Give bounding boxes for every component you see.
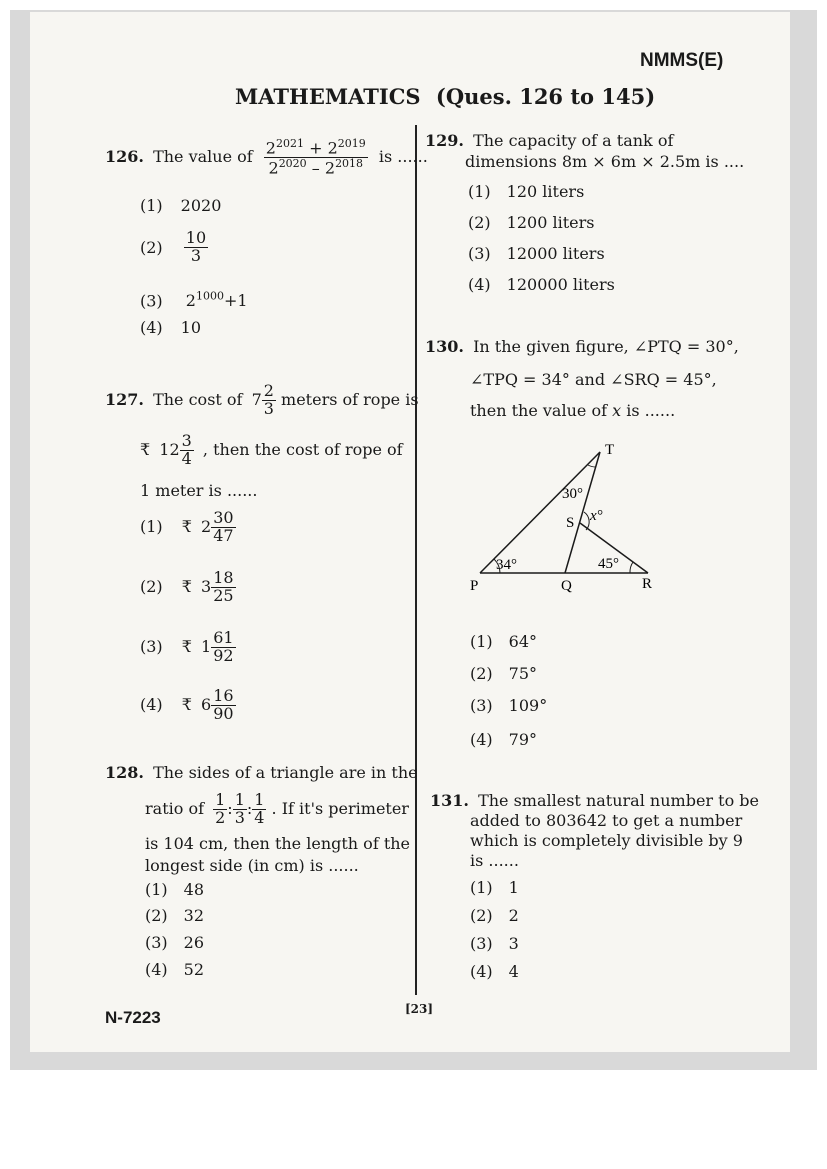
q128-option-2[interactable]: (2) 32: [145, 906, 205, 925]
q128-option-3[interactable]: (3) 26: [145, 933, 205, 952]
page-number: [23]: [405, 1002, 434, 1016]
q128-option-4[interactable]: (4) 52: [145, 960, 205, 979]
q126-option-3[interactable]: (3) $2^{1000}+1$: [140, 290, 248, 311]
expression-fraction: [264, 138, 368, 177]
question-number: 126.: [105, 147, 144, 167]
q127-option-4[interactable]: (4) ₹ 6 $\frac{16}{90}$: [140, 686, 234, 723]
question-126: [105, 138, 428, 177]
question-130-line2: ∠TPQ = 34° and ∠SRQ = 45°,: [470, 370, 717, 389]
q131-option-4[interactable]: (4) 4: [470, 962, 519, 981]
label-S: S: [566, 515, 575, 531]
q129-option-1[interactable]: (1) 120 liters: [468, 182, 585, 201]
q131-option-3[interactable]: (3) 3: [470, 934, 519, 953]
question-text: The value of: [153, 147, 253, 167]
q126-option-4[interactable]: (4) 10: [140, 318, 202, 337]
question-130-line3: then the value of x is ......: [470, 401, 676, 420]
question-131-line4: is ......: [470, 851, 519, 870]
section-title: [235, 84, 655, 109]
label-R: R: [642, 576, 653, 592]
triangle-figure: [460, 440, 660, 595]
angle-R-arc: [630, 562, 633, 573]
q130-option-4[interactable]: (4) 79°: [470, 730, 538, 749]
q128-option-1[interactable]: (1) 48: [145, 880, 205, 899]
angle-P-label: 34°: [496, 557, 517, 573]
q126-option-2[interactable]: (2) $\frac{10}{3}$: [140, 228, 207, 265]
question-129: 129. The capacity of a tank of: [425, 131, 674, 150]
question-130: 130. In the given figure, ∠PTQ = 30°,: [425, 337, 739, 356]
expression-denominator: $2^{2020} - 2^{2018}$: [268, 157, 364, 178]
question-128: 128. The sides of a triangle are in the: [105, 763, 418, 782]
q127-option-2[interactable]: (2) ₹ 3 $\frac{18}{25}$: [140, 568, 234, 605]
angle-T-label: 30°: [562, 486, 583, 502]
question-127: 127. The cost of 7 $\frac{2}{3}$ meters of rope is: [105, 381, 419, 418]
q130-option-3[interactable]: (3) 109°: [470, 696, 548, 715]
q127-option-3[interactable]: (3) ₹ 1 $\frac{61}{92}$: [140, 628, 234, 665]
label-Q: Q: [561, 578, 572, 594]
q126-option-1[interactable]: (1) 2020: [140, 196, 222, 215]
question-129-line2: dimensions 8m × 6m × 2.5m is ....: [465, 152, 745, 171]
question-128-line2: ratio of $\frac{1}{2}$ : $\frac{1}{3}$ : $\frac{1}{4}$ . If it's perimeter: [145, 790, 409, 827]
q131-option-1[interactable]: (1) 1: [470, 878, 519, 897]
angle-S-label: x°: [590, 508, 603, 524]
question-127-line3: 1 meter is ......: [140, 481, 258, 500]
label-T: T: [605, 442, 615, 458]
question-128-line3: is 104 cm, then the length of the: [145, 834, 411, 853]
question-suffix: is ......: [378, 147, 428, 167]
q129-option-3[interactable]: (3) 12000 liters: [468, 244, 605, 263]
angle-T-arc: [588, 465, 596, 467]
q130-option-2[interactable]: (2) 75°: [470, 664, 538, 683]
question-127-line2: ₹ 12 $\frac{3}{4}$ , then the cost of rope of: [140, 431, 403, 468]
angle-R-label: 45°: [598, 556, 619, 572]
expression-numerator: $2^{2021} + 2^{2019}$: [265, 137, 366, 158]
q127-option-1[interactable]: (1) ₹ 2 $\frac{30}{47}$: [140, 508, 234, 545]
paper-code: N-7223: [105, 1008, 161, 1027]
label-P: P: [470, 578, 479, 594]
subject-name: MATHEMATICS: [235, 84, 421, 109]
question-131: 131. The smallest natural number to be: [430, 791, 759, 810]
q131-option-2[interactable]: (2) 2: [470, 906, 519, 925]
question-131-line3: which is completely divisible by 9: [470, 831, 743, 850]
question-range: (Ques. 126 to 145): [435, 84, 656, 109]
q129-option-4[interactable]: (4) 120000 liters: [468, 275, 615, 294]
question-131-line2: added to 803642 to get a number: [470, 811, 743, 830]
exam-code: NMMS(E): [640, 50, 724, 71]
question-128-line4: longest side (in cm) is ......: [145, 856, 359, 875]
q130-option-1[interactable]: (1) 64°: [470, 632, 538, 651]
q129-option-2[interactable]: (2) 1200 liters: [468, 213, 595, 232]
column-divider: [415, 125, 417, 995]
